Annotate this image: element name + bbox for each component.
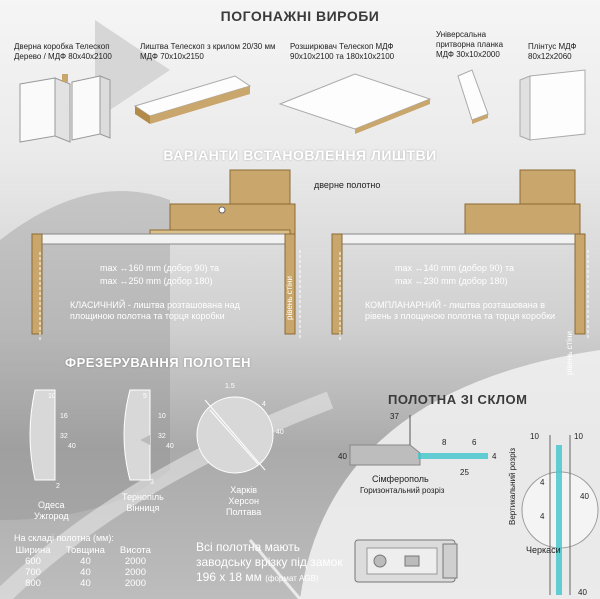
- extension-image: [280, 74, 430, 134]
- odesa-dim-5: 2: [56, 483, 60, 490]
- plinth-image: [520, 70, 585, 140]
- product-1-spec: Дерево / МДФ 80х40х2100: [14, 52, 112, 61]
- kharkiv-name: Харків: [230, 485, 257, 495]
- ternopil-dim-2: 10: [158, 413, 166, 420]
- poltava-name: Полтава: [226, 507, 262, 517]
- ternopil-dim-3: 32: [158, 433, 166, 440]
- product-3-label: [290, 42, 420, 62]
- classic-desc: КЛАСИЧНИЙ - лиштва розташована над площиною полотна та торця коробки: [70, 300, 240, 321]
- table-cell: 700: [25, 567, 41, 578]
- product-2-spec: МДФ 70х10х2150: [140, 52, 204, 61]
- kherson-name: Херсон: [228, 496, 259, 506]
- odesa-dim-1: 10: [48, 393, 56, 400]
- compl-wall-label: рівень стіни: [565, 331, 574, 375]
- classic-max2: max ↔250 mm (добор 180): [100, 276, 213, 286]
- kharkiv-dim-3: 40: [276, 429, 284, 436]
- compl-desc: КОМПЛАНАРНИЙ - лиштва розташована в рівень з площиною полотна та торця коробки: [365, 300, 556, 321]
- cherk-profile: [522, 435, 598, 595]
- odesa-name: Одеса: [38, 500, 65, 510]
- lock-note-line1: Всі полотна мають: [196, 540, 300, 554]
- table-cell: 2000: [124, 567, 146, 578]
- classic-wall-label: рівень стіни: [285, 276, 294, 320]
- simf-dim-4: 6: [472, 438, 477, 447]
- classic-max1: max ↔160 mm (добор 90) та: [100, 263, 219, 273]
- odesa-dim-4: 40: [68, 443, 76, 450]
- odesa-dim-2: 16: [60, 413, 68, 420]
- table-cell: 800: [25, 578, 41, 589]
- glass-bottom-dim: 40: [578, 588, 587, 597]
- kharkiv-dim-2: 4: [262, 401, 266, 408]
- simf-name: Сімферополь: [372, 474, 429, 484]
- table-row: [8, 578, 158, 589]
- planka-image: [458, 70, 488, 124]
- door-frame-image: [20, 74, 110, 142]
- lock-note: [196, 540, 343, 586]
- ternopil-dim-4: 40: [166, 443, 174, 450]
- table-row: [8, 567, 158, 578]
- kharkiv-names: [226, 485, 261, 518]
- compl-max1: max ↔140 mm (добор 90) та: [395, 263, 514, 273]
- odesa-names: [34, 500, 69, 522]
- product-4-name: Універсальна притворна планка: [436, 30, 504, 49]
- casing-image: [135, 76, 250, 124]
- stock-header-thickness: Товщина: [65, 545, 105, 556]
- cherk-dim-4: 40: [580, 492, 589, 501]
- simf-dim-6: 25: [460, 468, 469, 477]
- product-3-spec: 90х10х2100 та 180х10х2100: [290, 52, 395, 61]
- milling-title: ФРЕЗЕРУВАННЯ ПОЛОТЕН: [65, 355, 252, 370]
- cherk-dim-3: 4: [540, 478, 545, 487]
- table-cell: 40: [80, 578, 91, 589]
- profile-ternopil: [124, 390, 150, 480]
- stock-header-row: [8, 545, 158, 556]
- simf-dim-5: 4: [492, 452, 497, 461]
- glass-title: ПОЛОТНА ЗІ СКЛОМ: [388, 392, 528, 407]
- product-2-name: Лиштва Телескоп з крилом 20/30 мм: [140, 42, 276, 51]
- stock-title: На складі полотна (мм):: [14, 533, 114, 543]
- product-4-label: [436, 30, 526, 60]
- stock-header-height: Висота: [119, 545, 151, 556]
- stock-table: [8, 545, 158, 589]
- product-1-label: [14, 42, 134, 62]
- lock-note-line2: заводську врізку під замок: [196, 555, 343, 569]
- simf-dim-3: 8: [442, 438, 447, 447]
- vinnytsia-name: Вінниця: [126, 503, 160, 513]
- product-5-spec: 80х12х2060: [528, 52, 572, 61]
- product-2-label: [140, 42, 300, 62]
- product-5-name: Плінтус МДФ: [528, 42, 577, 51]
- cherk-name: Черкаси: [526, 545, 561, 555]
- table-cell: 2000: [124, 578, 146, 589]
- compl-max2: max ↔230 mm (добор 180): [395, 276, 508, 286]
- odesa-dim-3: 32: [60, 433, 68, 440]
- simf-dim-1: 37: [390, 412, 399, 421]
- install-title: ВАРІАНТИ ВСТАНОВЛЕННЯ ЛИШТВИ: [163, 147, 437, 163]
- uzhgorod-name: Ужгород: [34, 511, 69, 521]
- table-cell: 40: [80, 556, 91, 567]
- cherk-dim-1: 10: [530, 432, 539, 441]
- cherk-dim-5: 4: [540, 512, 545, 521]
- product-5-label: [528, 42, 598, 62]
- ternopil-dim-1: 5: [143, 393, 147, 400]
- product-4-spec: МДФ 30х10х2000: [436, 50, 500, 59]
- product-3-name: Розширювач Телескоп МДФ: [290, 42, 394, 51]
- table-cell: 2000: [124, 556, 146, 567]
- stock-header-width: Ширина: [15, 545, 51, 556]
- table-row: [8, 556, 158, 567]
- profile-odesa: [30, 390, 55, 480]
- simf-sub: Горизонтальний розріз: [360, 486, 445, 495]
- product-1-name: Дверна коробка Телескоп: [14, 42, 110, 51]
- product-images: [10, 64, 600, 144]
- table-cell: 40: [80, 567, 91, 578]
- ternopil-name: Тернопіль: [122, 492, 164, 502]
- lock-image: [345, 530, 470, 599]
- simf-dim-2: 40: [338, 452, 347, 461]
- ternopil-names: [122, 492, 164, 514]
- page-title: ПОГОНАЖНІ ВИРОБИ: [220, 8, 380, 24]
- lock-note-format: (формат AGB): [265, 574, 319, 583]
- cherk-sub: Вертикальний розріз: [508, 447, 517, 525]
- lock-note-line3: 196 х 18 мм: [196, 570, 262, 584]
- kharkiv-dim-1: 1.5: [225, 383, 235, 390]
- door-leaf-label: дверне полотно: [314, 180, 381, 190]
- simf-profile: [350, 415, 488, 465]
- cherk-dim-2: 10: [574, 432, 583, 441]
- ternopil-dim-5: 3: [150, 479, 154, 486]
- table-cell: 600: [25, 556, 41, 567]
